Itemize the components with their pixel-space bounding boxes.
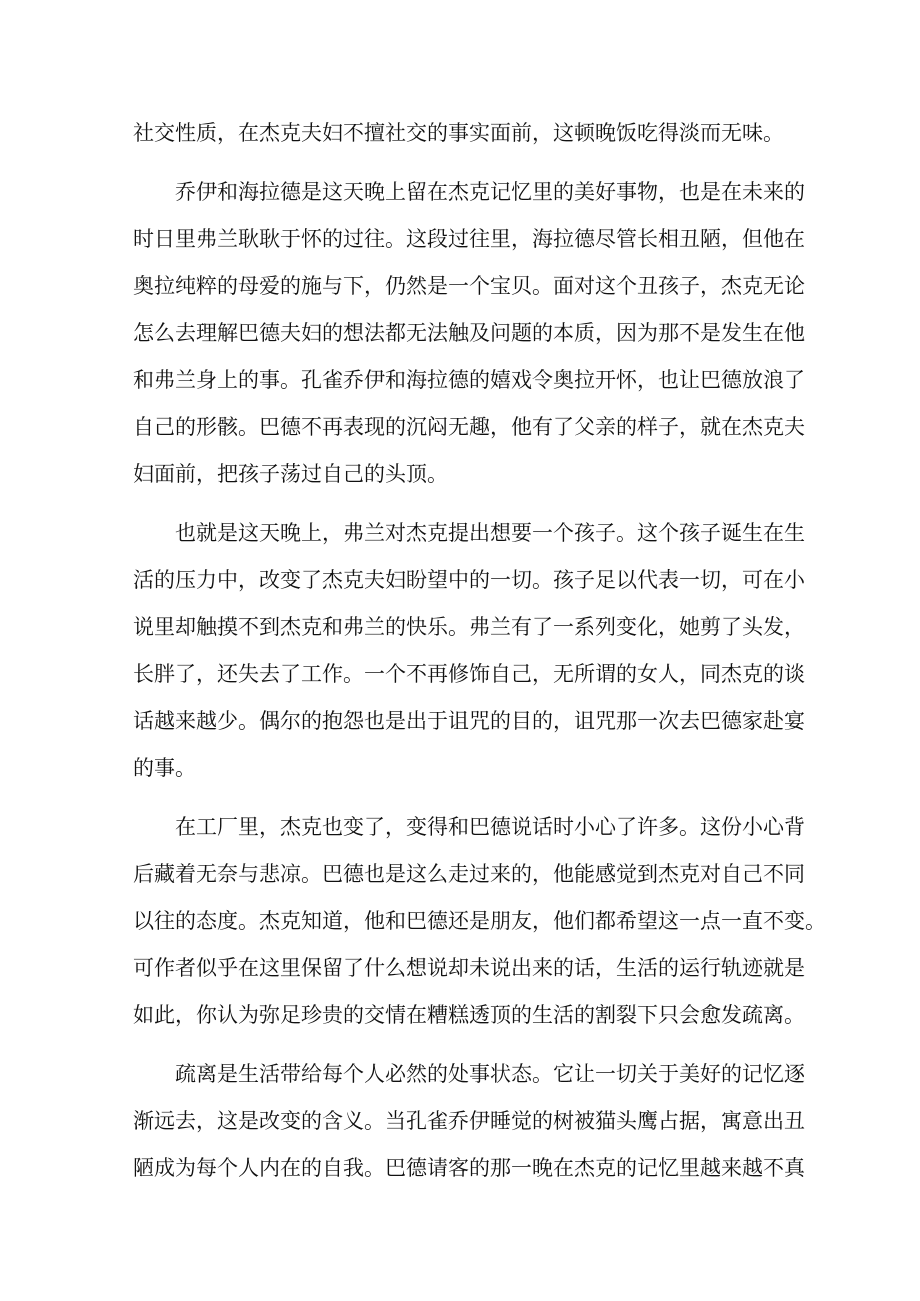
text-line: 社交性质，在杰克夫妇不擅社交的事实面前，这顿晚饭吃得淡而无味。	[133, 121, 784, 145]
text-line: 可作者似乎在这里保留了什么想说却未说出来的话，生活的运行轨迹就是	[133, 956, 805, 980]
document-body	[133, 110, 826, 1192]
text-line: 时日里弗兰耿耿于怀的过往。这段过往里，海拉德尽管长相丑陋，但他在	[133, 227, 805, 251]
text-line: 的事。	[133, 756, 196, 780]
text-line: 说里却触摸不到杰克和弗兰的快乐。弗兰有了一系列变化，她剪了头发，	[133, 615, 805, 639]
text-line: 陋成为每个人内在的自我。巴德请客的那一晚在杰克的记忆里越来越不真	[133, 1156, 805, 1180]
paragraph-5	[133, 1051, 805, 1192]
paragraph-gap	[133, 1039, 798, 1051]
text-line: 如此，你认为弥足珍贵的交情在糟糕透顶的生活的割裂下只会愈发疏离。	[133, 1003, 805, 1027]
text-line: 疏离是生活带给每个人必然的处事状态。它让一切关于美好的记忆逐	[175, 1062, 805, 1086]
paragraph-3	[133, 510, 805, 792]
paragraph-2	[133, 169, 805, 498]
text-line: 长胖了，还失去了工作。一个不再修饰自己，无所谓的女人，同杰克的谈	[133, 662, 805, 686]
text-line: 后藏着无奈与悲凉。巴德也是这么走过来的，他能感觉到杰克对自己不同	[133, 862, 805, 886]
text-line: 奥拉纯粹的母爱的施与下，仍然是一个宝贝。面对这个丑孩子，杰克无论	[133, 274, 805, 298]
text-line: 乔伊和海拉德是这天晚上留在杰克记忆里的美好事物，也是在未来的	[175, 180, 805, 204]
paragraph-4	[133, 804, 826, 1039]
text-line: 怎么去理解巴德夫妇的想法都无法触及问题的本质，因为那不是发生在他	[133, 321, 805, 345]
text-line: 妇面前，把孩子荡过自己的头顶。	[133, 462, 448, 486]
paragraph-gap	[133, 157, 798, 169]
text-line: 自己的形骸。巴德不再表现的沉闷无趣，他有了父亲的样子，就在杰克夫	[133, 415, 805, 439]
text-line: 活的压力中，改变了杰克夫妇盼望中的一切。孩子足以代表一切，可在小	[133, 568, 805, 592]
text-line: 也就是这天晚上，弗兰对杰克提出想要一个孩子。这个孩子诞生在生	[175, 521, 805, 545]
text-line: 以往的态度。杰克知道，他和巴德还是朋友，他们都希望这一点一直不变。	[133, 909, 826, 933]
text-line: 话越来越少。偶尔的抱怨也是出于诅咒的目的，诅咒那一次去巴德家赴宴	[133, 709, 805, 733]
paragraph-gap	[133, 498, 798, 510]
paragraph-gap	[133, 792, 798, 804]
text-line: 在工厂里，杰克也变了，变得和巴德说话时小心了许多。这份小心背	[175, 815, 805, 839]
text-line: 和弗兰身上的事。孔雀乔伊和海拉德的嬉戏令奥拉开怀，也让巴德放浪了	[133, 368, 805, 392]
text-line: 渐远去，这是改变的含义。当孔雀乔伊睡觉的树被猫头鹰占据，寓意出丑	[133, 1109, 805, 1133]
paragraph-1	[133, 110, 798, 157]
